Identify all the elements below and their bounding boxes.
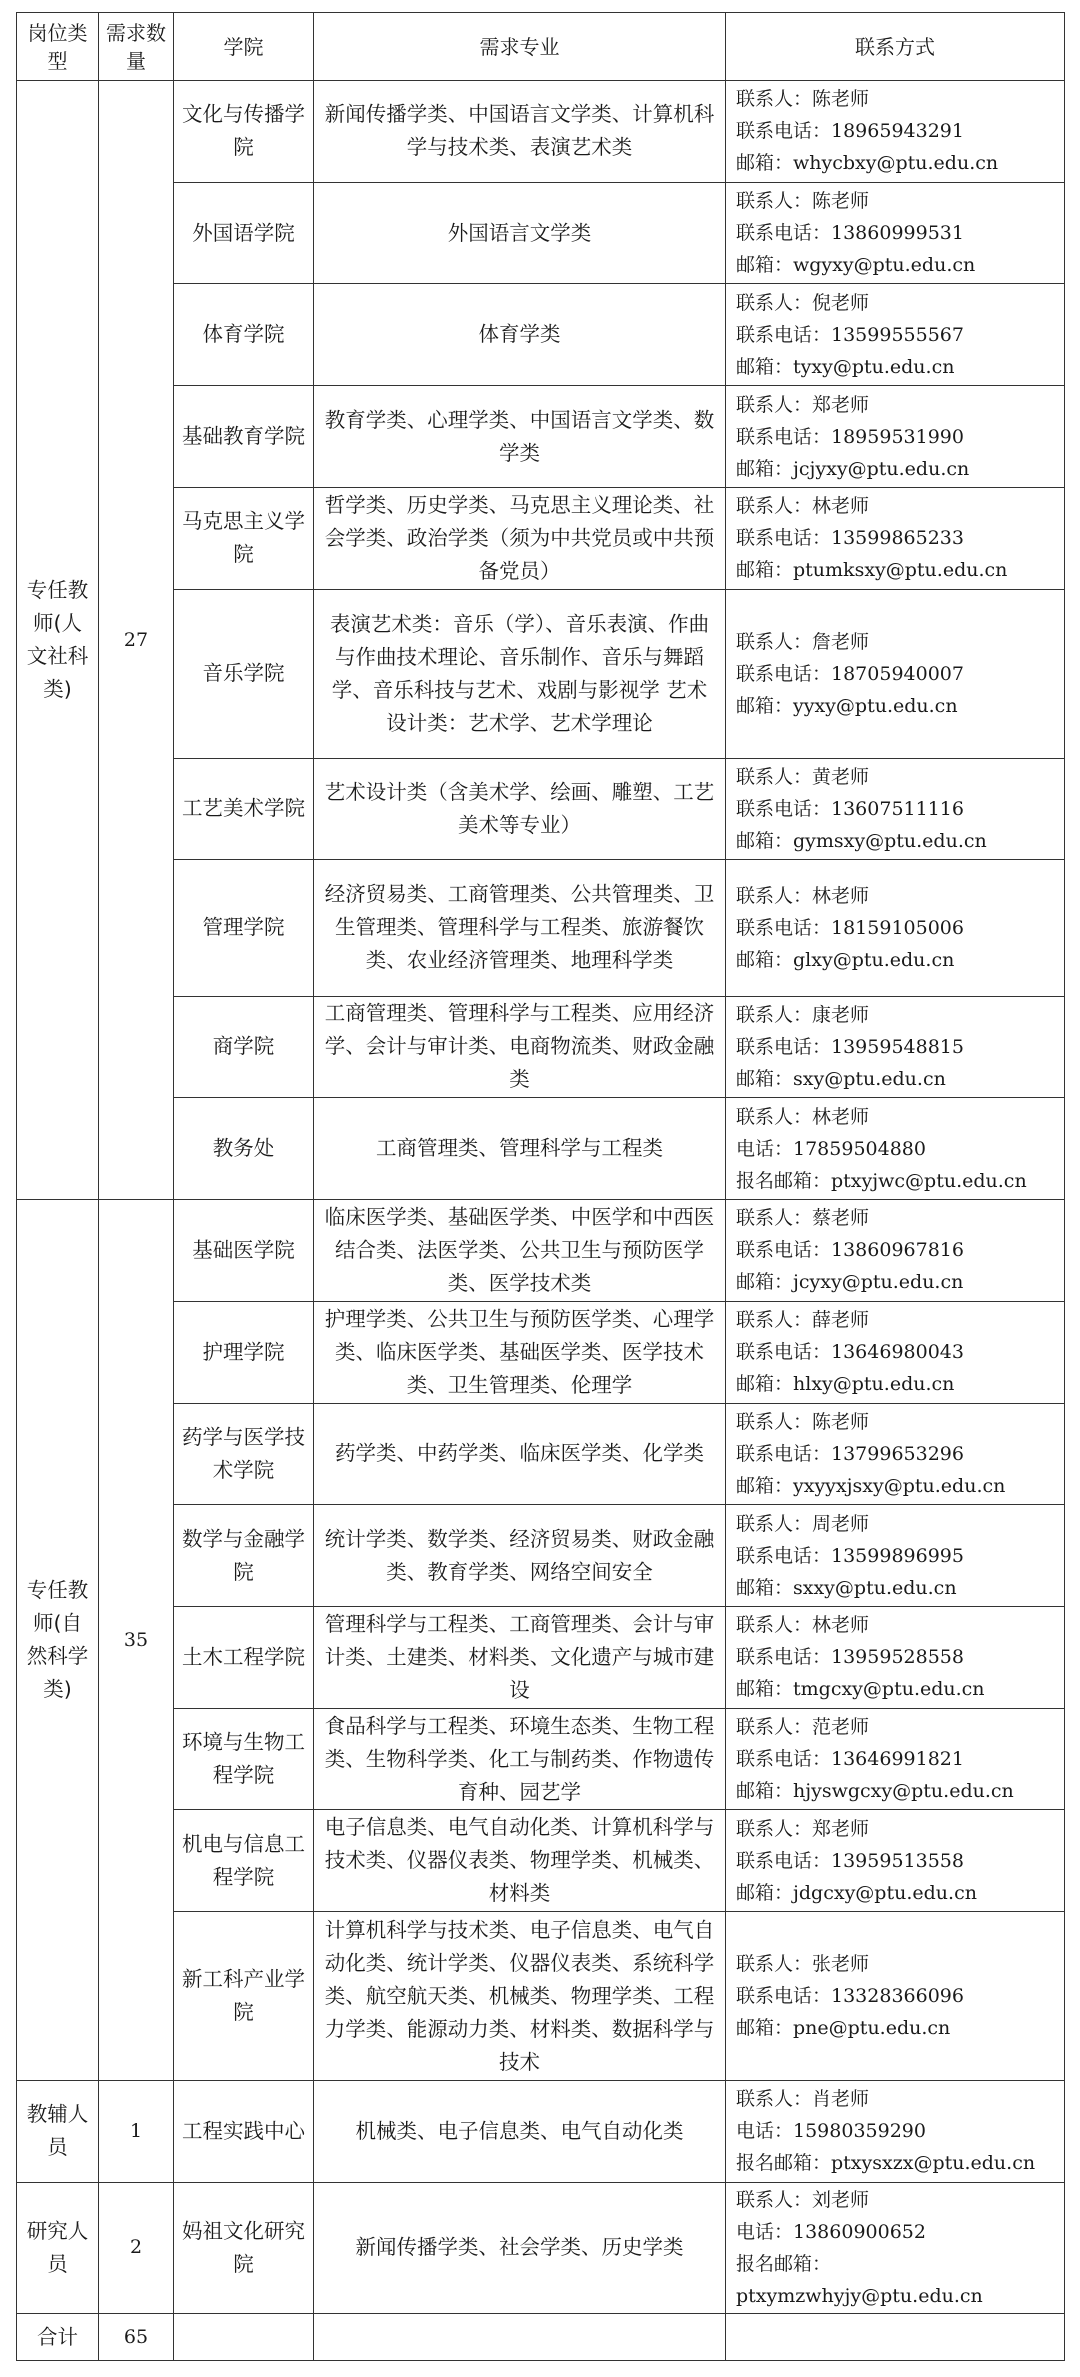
- table-row: [17, 487, 1065, 589]
- contact-line: 联系人：范老师: [736, 1716, 870, 1739]
- major-cell: 艺术设计类（含美术学、绘画、雕塑、工艺美术等专业）: [314, 758, 726, 860]
- contact-line: 联系电话：13607511116: [736, 797, 964, 820]
- contact-line: 邮箱：gymsxy@ptu.edu.cn: [736, 829, 987, 852]
- contact-line: 联系电话：13959548815: [736, 1035, 964, 1058]
- college-cell: 马克思主义学院: [174, 487, 314, 589]
- contact-line: 联系电话：13646980043: [736, 1341, 964, 1364]
- header-type: 岗位类型: [17, 13, 99, 81]
- contact-cell: [726, 2081, 1065, 2183]
- contact-cell: [726, 1505, 1065, 1607]
- table-row: [17, 1301, 1065, 1403]
- contact-line: 联系人：林老师: [736, 1614, 870, 1637]
- contact-cell: [726, 996, 1065, 1098]
- contact-line: 邮箱：sxy@ptu.edu.cn: [736, 1067, 946, 1090]
- contact-line: 联系人：康老师: [736, 1003, 870, 1026]
- contact-line: 邮箱：yyxy@ptu.edu.cn: [736, 694, 958, 717]
- contact-line: 联系人：周老师: [736, 1512, 870, 1535]
- contact-line: 邮箱：yxyyxjsxy@ptu.edu.cn: [736, 1474, 1006, 1497]
- header-contact: 联系方式: [726, 13, 1065, 81]
- college-cell: 妈祖文化研究院: [174, 2182, 314, 2313]
- college-cell: 机电与信息工程学院: [174, 1810, 314, 1912]
- contact-cell: [726, 1200, 1065, 1302]
- contact-line: 邮箱：glxy@ptu.edu.cn: [736, 948, 955, 971]
- contact-cell: [726, 1912, 1065, 2081]
- contact-cell: [726, 1810, 1065, 1912]
- contact-line: 联系人：黄老师: [736, 765, 870, 788]
- major-cell: 计算机科学与技术类、电子信息类、电气自动化类、统计学类、仪器仪表类、系统科学类、航空航天类、机械类、物理学类、工程力学类、能源动力类、材料类、数据科学与技术: [314, 1912, 726, 2081]
- contact-cell: [726, 1098, 1065, 1200]
- contact-line: 联系人：林老师: [736, 884, 870, 907]
- major-cell: 管理科学与工程类、工商管理类、会计与审计类、土建类、材料类、文化遗产与城市建设: [314, 1607, 726, 1709]
- table-row: [17, 589, 1065, 758]
- college-cell: 文化与传播学院: [174, 81, 314, 183]
- contact-cell: [726, 1708, 1065, 1810]
- table-row: [17, 1098, 1065, 1200]
- major-cell: 表演艺术类：音乐（学）、音乐表演、作曲与作曲技术理论、音乐制作、音乐与舞蹈学、音乐科技与艺术、戏剧与影视学 艺术设计类：艺术学、艺术学理论: [314, 589, 726, 758]
- college-cell: 商学院: [174, 996, 314, 1098]
- table-row: [17, 81, 1065, 183]
- contact-cell: [726, 589, 1065, 758]
- major-cell: 药学类、中药学类、临床医学类、化学类: [314, 1403, 726, 1505]
- table-row: [17, 2081, 1065, 2183]
- major-cell: 新闻传播学类、中国语言文学类、计算机科学与技术类、表演艺术类: [314, 81, 726, 183]
- contact-line: 邮箱：wgyxy@ptu.edu.cn: [736, 254, 976, 277]
- major-cell: 体育学类: [314, 284, 726, 386]
- total-count: 65: [99, 2314, 174, 2361]
- table-body: [17, 81, 1065, 2361]
- contact-line: 报名邮箱：ptxyjwc@ptu.edu.cn: [736, 1169, 1027, 1192]
- major-cell: 食品科学与工程类、环境生态类、生物工程类、生物科学类、化工与制药类、作物遗传育种、园艺学: [314, 1708, 726, 1810]
- college-cell: 外国语学院: [174, 182, 314, 284]
- position-type: 教辅人员: [17, 2081, 99, 2183]
- contact-line: 联系电话：13599555567: [736, 323, 964, 346]
- contact-cell: [726, 1403, 1065, 1505]
- contact-line: 邮箱：jcyxy@ptu.edu.cn: [736, 1271, 964, 1294]
- contact-cell: [726, 758, 1065, 860]
- contact-line: 邮箱：jdgcxy@ptu.edu.cn: [736, 1881, 977, 1904]
- contact-line: 联系电话：13959513558: [736, 1849, 964, 1872]
- table-row: [17, 386, 1065, 488]
- college-cell: 环境与生物工程学院: [174, 1708, 314, 1810]
- contact-line: 邮箱：pne@ptu.edu.cn: [736, 2017, 951, 2040]
- major-cell: 统计学类、数学类、经济贸易类、财政金融类、教育学类、网络空间安全: [314, 1505, 726, 1607]
- table-row: [17, 1200, 1065, 1302]
- contact-line: 联系人：薛老师: [736, 1309, 870, 1332]
- contact-cell: [726, 1301, 1065, 1403]
- contact-line: 邮箱：whycbxy@ptu.edu.cn: [736, 152, 999, 175]
- college-cell: 新工科产业学院: [174, 1912, 314, 2081]
- contact-line: 联系人：林老师: [736, 1105, 870, 1128]
- contact-line: 联系电话：18965943291: [736, 120, 964, 143]
- college-cell: 药学与医学技术学院: [174, 1403, 314, 1505]
- contact-line: ptxymzwhyjy@ptu.edu.cn: [736, 2284, 983, 2307]
- college-cell: 土木工程学院: [174, 1607, 314, 1709]
- table-row: [17, 758, 1065, 860]
- contact-cell: [726, 182, 1065, 284]
- total-label: 合计: [17, 2314, 99, 2361]
- major-cell: 工商管理类、管理科学与工程类: [314, 1098, 726, 1200]
- major-cell: 经济贸易类、工商管理类、公共管理类、卫生管理类、管理科学与工程类、旅游餐饮类、农业经济管理类、地理科学类: [314, 860, 726, 996]
- contact-line: 联系电话：18959531990: [736, 425, 964, 448]
- major-cell: 教育学类、心理学类、中国语言文学类、数学类: [314, 386, 726, 488]
- contact-line: 联系电话：13599896995: [736, 1544, 964, 1567]
- contact-line: 邮箱：ptumksxy@ptu.edu.cn: [736, 559, 1008, 582]
- contact-cell: [726, 487, 1065, 589]
- table-row: [17, 182, 1065, 284]
- total-row: [17, 2314, 1065, 2361]
- contact-line: 报名邮箱：ptxysxzx@ptu.edu.cn: [736, 2152, 1036, 2175]
- contact-line: 联系人：肖老师: [736, 2088, 870, 2111]
- college-cell: 护理学院: [174, 1301, 314, 1403]
- major-cell: 临床医学类、基础医学类、中医学和中西医结合类、法医学类、公共卫生与预防医学类、医学技术类: [314, 1200, 726, 1302]
- major-cell: 工商管理类、管理科学与工程类、应用经济学、会计与审计类、电商物流类、财政金融类: [314, 996, 726, 1098]
- college-cell: 基础教育学院: [174, 386, 314, 488]
- table-row: [17, 1403, 1065, 1505]
- contact-line: 联系人：张老师: [736, 1953, 870, 1976]
- college-cell: 管理学院: [174, 860, 314, 996]
- empty-cell: [314, 2314, 726, 2361]
- demand-count: 1: [99, 2081, 174, 2183]
- contact-cell: [726, 860, 1065, 996]
- empty-cell: [726, 2314, 1065, 2361]
- table-row: [17, 1607, 1065, 1709]
- major-cell: 护理学类、公共卫生与预防医学类、心理学类、临床医学类、基础医学类、医学技术类、卫生管理类、伦理学: [314, 1301, 726, 1403]
- contact-cell: [726, 1607, 1065, 1709]
- position-type: 研究人员: [17, 2182, 99, 2313]
- header-count: 需求数量: [99, 13, 174, 81]
- major-cell: 电子信息类、电气自动化类、计算机科学与技术类、仪器仪表类、物理学类、机械类、材料类: [314, 1810, 726, 1912]
- contact-line: 邮箱：hlxy@ptu.edu.cn: [736, 1373, 955, 1396]
- contact-line: 联系人：陈老师: [736, 88, 870, 111]
- contact-line: 联系人：刘老师: [736, 2188, 870, 2211]
- table-row: [17, 284, 1065, 386]
- contact-line: 联系人：郑老师: [736, 1817, 870, 1840]
- contact-line: 邮箱：tyxy@ptu.edu.cn: [736, 355, 955, 378]
- contact-line: 联系电话：18159105006: [736, 916, 964, 939]
- demand-count: 35: [99, 1200, 174, 2081]
- contact-line: 电话：15980359290: [736, 2120, 926, 2143]
- table-row: [17, 996, 1065, 1098]
- contact-line: 邮箱：sxxy@ptu.edu.cn: [736, 1576, 957, 1599]
- contact-line: 联系电话：13959528558: [736, 1646, 964, 1669]
- table-row: [17, 1505, 1065, 1607]
- position-type: 专任教师(自然科学类): [17, 1200, 99, 2081]
- header-major: 需求专业: [314, 13, 726, 81]
- contact-line: 邮箱：hjyswgcxy@ptu.edu.cn: [736, 1780, 1014, 1803]
- header-college: 学院: [174, 13, 314, 81]
- contact-line: 报名邮箱：: [736, 2252, 832, 2275]
- college-cell: 教务处: [174, 1098, 314, 1200]
- empty-cell: [174, 2314, 314, 2361]
- college-cell: 数学与金融学院: [174, 1505, 314, 1607]
- contact-line: 电话：13860900652: [736, 2220, 926, 2243]
- contact-line: 联系电话：13599865233: [736, 527, 964, 550]
- contact-line: 邮箱：tmgcxy@ptu.edu.cn: [736, 1678, 985, 1701]
- table-row: [17, 2182, 1065, 2313]
- table-row: [17, 1708, 1065, 1810]
- contact-cell: [726, 2182, 1065, 2313]
- contact-line: 联系人：陈老师: [736, 1410, 870, 1433]
- contact-line: 联系人：倪老师: [736, 291, 870, 314]
- contact-line: 联系人：林老师: [736, 495, 870, 518]
- contact-line: 联系电话：13328366096: [736, 1985, 964, 2008]
- demand-count: 27: [99, 81, 174, 1200]
- contact-line: 联系人：郑老师: [736, 393, 870, 416]
- contact-line: 联系电话：13799653296: [736, 1442, 964, 1465]
- contact-line: 邮箱：jcjyxy@ptu.edu.cn: [736, 457, 970, 480]
- contact-line: 联系电话：18705940007: [736, 662, 964, 685]
- college-cell: 体育学院: [174, 284, 314, 386]
- recruitment-table: [16, 12, 1065, 2361]
- contact-line: 联系人：陈老师: [736, 190, 870, 213]
- contact-line: 联系人：詹老师: [736, 630, 870, 653]
- major-cell: 新闻传播学类、社会学类、历史学类: [314, 2182, 726, 2313]
- major-cell: 机械类、电子信息类、电气自动化类: [314, 2081, 726, 2183]
- demand-count: 2: [99, 2182, 174, 2313]
- major-cell: 哲学类、历史学类、马克思主义理论类、社会学类、政治学类（须为中共党员或中共预备党员）: [314, 487, 726, 589]
- contact-line: 联系电话：13860967816: [736, 1239, 964, 1262]
- college-cell: 工程实践中心: [174, 2081, 314, 2183]
- contact-cell: [726, 386, 1065, 488]
- college-cell: 工艺美术学院: [174, 758, 314, 860]
- header-row: [17, 13, 1065, 81]
- contact-cell: [726, 284, 1065, 386]
- college-cell: 音乐学院: [174, 589, 314, 758]
- contact-line: 电话：17859504880: [736, 1137, 926, 1160]
- college-cell: 基础医学院: [174, 1200, 314, 1302]
- major-cell: 外国语言文学类: [314, 182, 726, 284]
- table-row: [17, 1912, 1065, 2081]
- contact-line: 联系电话：13646991821: [736, 1748, 964, 1771]
- table-row: [17, 860, 1065, 996]
- contact-line: 联系人：蔡老师: [736, 1207, 870, 1230]
- table-row: [17, 1810, 1065, 1912]
- contact-line: 联系电话：13860999531: [736, 222, 964, 245]
- contact-cell: [726, 81, 1065, 183]
- position-type: 专任教师(人文社科类): [17, 81, 99, 1200]
